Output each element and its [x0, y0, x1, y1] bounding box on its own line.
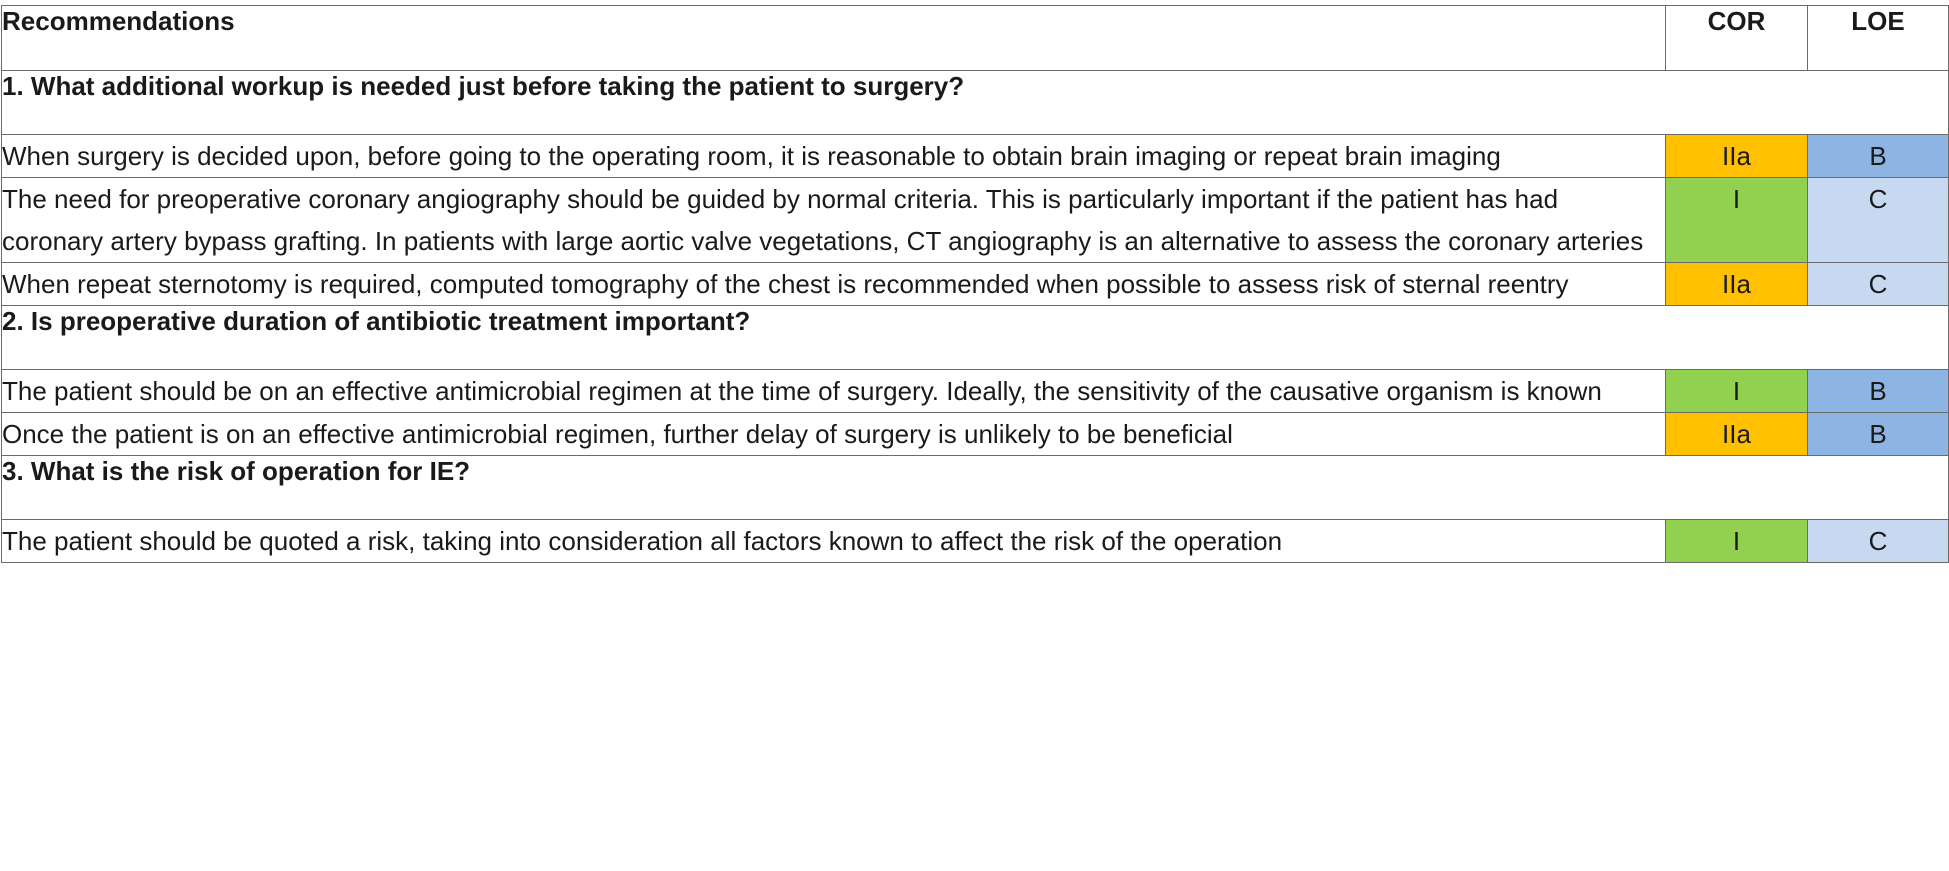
loe-cell: C [1808, 178, 1949, 263]
table-row [2, 178, 1949, 263]
section-row [2, 71, 1949, 135]
section-title: 2. Is preoperative duration of antibiotic treatment important? [2, 306, 1949, 370]
table-header-row [2, 6, 1949, 71]
recommendation-text: When surgery is decided upon, before going to the operating room, it is reasonable to obtain brain imaging or repeat brain imaging [2, 135, 1666, 178]
loe-cell: C [1808, 263, 1949, 306]
section-title: 1. What additional workup is needed just before taking the patient to surgery? [2, 71, 1949, 135]
recommendation-text: When repeat sternotomy is required, computed tomography of the chest is recommended when possible to assess risk of sternal reentry [2, 263, 1666, 306]
recommendations-header: Recommendations [2, 6, 1666, 71]
loe-cell: B [1808, 413, 1949, 456]
recommendation-text: Once the patient is on an effective antimicrobial regimen, further delay of surgery is unlikely to be beneficial [2, 413, 1666, 456]
section-row [2, 456, 1949, 520]
recommendation-text: The patient should be quoted a risk, taking into consideration all factors known to affect the risk of the operation [2, 520, 1666, 563]
cor-header: COR [1666, 6, 1808, 71]
cor-cell: IIa [1666, 135, 1808, 178]
table-row [2, 413, 1949, 456]
section-title: 3. What is the risk of operation for IE? [2, 456, 1949, 520]
section-row [2, 306, 1949, 370]
table-row [2, 135, 1949, 178]
recommendation-text: The patient should be on an effective antimicrobial regimen at the time of surgery. Ideally, the sensitivity of the causative organism is known [2, 370, 1666, 413]
recommendations-table [1, 5, 1949, 563]
loe-cell: B [1808, 370, 1949, 413]
table-row [2, 370, 1949, 413]
cor-cell: I [1666, 370, 1808, 413]
loe-header: LOE [1808, 6, 1949, 71]
cor-cell: IIa [1666, 263, 1808, 306]
loe-cell: B [1808, 135, 1949, 178]
recommendation-text: The need for preoperative coronary angiography should be guided by normal criteria. This is particularly important if the patient has had coronary artery bypass grafting. In patients with large aortic valve vegetations, CT angiography is an alternative to assess the coronary arteries [2, 178, 1666, 263]
cor-cell: I [1666, 520, 1808, 563]
cor-cell: IIa [1666, 413, 1808, 456]
cor-cell: I [1666, 178, 1808, 263]
table-row [2, 520, 1949, 563]
loe-cell: C [1808, 520, 1949, 563]
table-row [2, 263, 1949, 306]
